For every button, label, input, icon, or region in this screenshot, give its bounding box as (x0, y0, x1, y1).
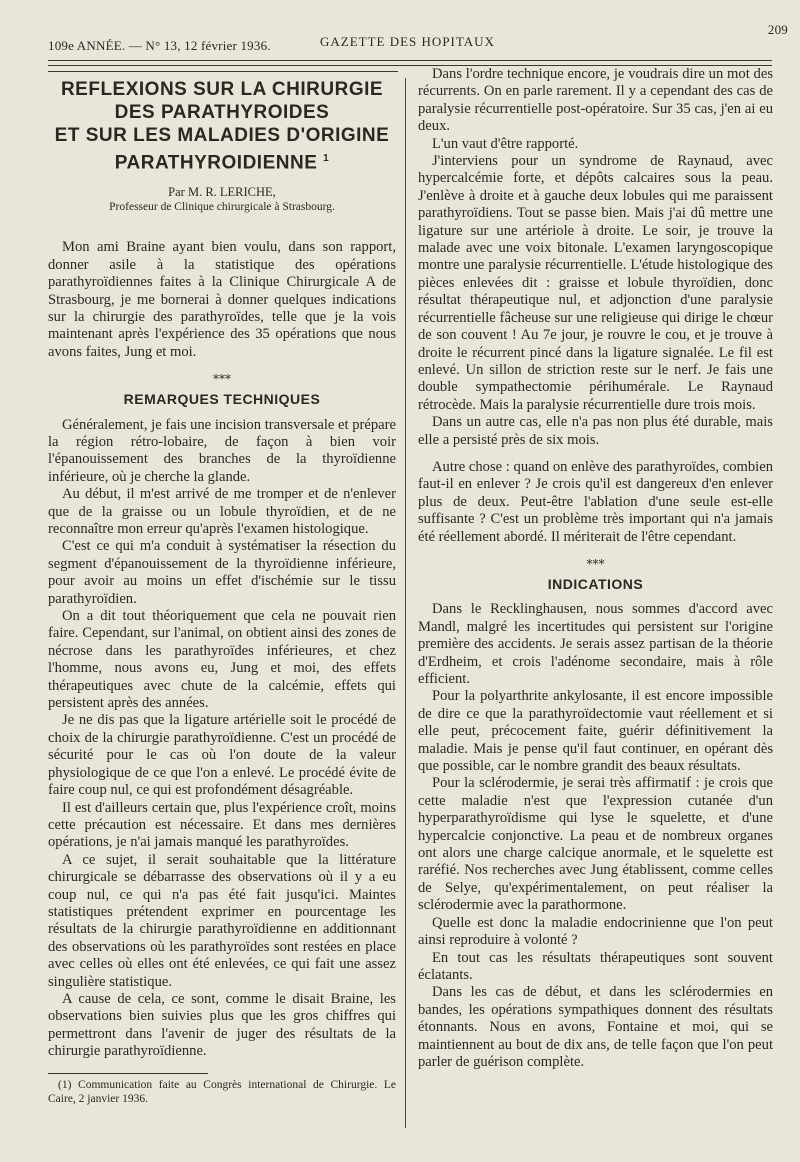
body-paragraph: Il est d'ailleurs certain que, plus l'expérience croît, moins cette précaution est nécessaire. Et dans mes dernières opérations, je n'ai jamais manqué les parathyroïdes. (48, 799, 396, 851)
body-paragraph: Pour la polyarthrite ankylosante, il est encore impossible de dire ce que la parathyroïdectomie vaut réellement et si elle peut, précocement faite, guérir définitivement la maladie. Mais je pense qu'il faut continuer, en opérant dès que possible, car le nombre grandit des beaux résultats. (418, 688, 773, 775)
paragraph-gap (418, 449, 773, 459)
body-paragraph: A cause de cela, ce sont, comme le disait Braine, les observations bien suivies plus que les gros chiffres qui permettront dans l'avenir de juger des résultats de la chirurgie parathyroïdienne. (48, 990, 396, 1060)
article-title (48, 78, 396, 174)
running-header (48, 22, 788, 56)
journal-name: GAZETTE DES HOPITAUX (320, 34, 495, 49)
left-column (48, 78, 396, 1106)
body-paragraph: J'interviens pour un syndrome de Raynaud, avec hypercalcémie forte, et dépôts calcaires sous la peau. J'enlève à droite et à gauche deux lobules qui me paraissent parathyroïdiens. Tout se passe bien. Mais j'ai dû mettre une ligature sur une artériole à droite. Le soir, je trouve la malade avec une voix bitonale. L'examen laryngoscopique montre une paralysie récurrentielle. L'étude histologique des pièces enlevées dit : graisse et lobule thyroïdien, donc résultat thérapeutique nul, et adjonction d'une paralysie récurrentielle fâcheuse sur une religieuse qui dirige le chœur de son couvent ! Au 7e jour, je rouvre le cou, et je trouve à droite le récurrent pincé dans la ligature signalée. Le fil est enlevé. Un sillon de striction reste sur le nerf. Je fais une double sympathectomie périhumérale. Le Raynaud rétrocède. Mais la paralysie récurrentielle dure trois mois. (418, 153, 773, 413)
section-heading: INDICATIONS (547, 575, 644, 592)
body-paragraph: Quelle est donc la maladie endocrinienne que l'on peut ainsi reproduire à volonté ? (418, 914, 773, 949)
section-heading: REMARQUES TECHNIQUES (123, 391, 321, 408)
column-divider (405, 78, 406, 1128)
issue-line: 109e ANNÉE. — N° 13, 12 février 1936. (48, 38, 271, 53)
separator-asterism: ⁎⁎⁎ (586, 552, 605, 567)
body-paragraph: C'est ce qui m'a conduit à systématiser la résection du segment d'épanouissement de la thyroïdienne inférieure, pour avoir au moins un effet d'ischémie sur le tissu parathyroïdien. (48, 538, 396, 607)
footnote-rule (48, 1073, 208, 1074)
column-rule-left (48, 71, 398, 72)
right-column (418, 66, 773, 1071)
body-paragraph: Autre chose : quand on enlève des parathyroïdes, combien faut-il en enlever ? Je crois qu'il est dangereux d'en enlever plus de deux. Peut-être l'ablation d'une seule est-elle suffisante ? C'est un problème très important qui n'a jamais été réellement abordé. Il mériterait de l'être cependant. (418, 458, 773, 545)
body-paragraph: Dans les cas de début, et dans les sclérodermies en bandes, les opérations sympathiques donnent des résultats étonnants. Nous en avons, Fontaine et moi, qui se maintiennent au bout de dix ans, de telle façon que l'on peut parler de guérison complète. (418, 984, 773, 1070)
footnote: (1) Communication faite au Congrès international de Chirurgie. Le Caire, 2 janvier 1936. (48, 1078, 396, 1105)
body-paragraph: Je ne dis pas que la ligature artérielle soit le procédé de choix de la chirurgie parathyroïdienne. C'est un procédé de sécurité pour le cas où l'on doute de la valeur physiologique de ce que l'on a enlevé. Le procédé évite de faire coup nul, ce qui est profondément désagréable. (48, 712, 396, 799)
title-footnote-mark: 1 (323, 153, 330, 164)
title-line: REFLEXIONS SUR LA CHIRURGIE (60, 79, 384, 100)
body-paragraph: Généralement, je fais une incision transversale et prépare la région rétro-lobaire, de façon à bien voir l'épanouissement des branches de la thyroïdienne inférieure, où je cherche la glande. (48, 416, 396, 485)
title-line: DES PARATHYROIDES (114, 102, 330, 123)
body-paragraph: Dans le Recklinghausen, nous sommes d'accord avec Mandl, malgré les incertitudes qui persistent sur l'origine première des accidents. Je serais assez partisan de la théorie d'Erdheim, et crois l'adénome secondaire, mais à rôle efficient. (418, 601, 773, 687)
title-line (48, 147, 396, 174)
page-number: 209 (767, 22, 788, 37)
body-paragraph: On a dit tout théoriquement que cela ne pouvait rien faire. Cependant, sur l'animal, on obtient ainsi des zones de nécrose dans les parathyroïdes inférieures, et chez l'homme, nous avons eu, Jung et moi, des effets thérapeutiques avec chute de la calcémie, effets qui persistent après des années. (48, 608, 396, 712)
body-paragraph: A ce sujet, il serait souhaitable que la littérature chirurgicale se débarrasse des observations où il y a eu coup nul, ce qui n'a pas été fait jusqu'ici. Maintes statistiques prétendent exprimer en pourcentage les résultats de la chirurgie parathyroïdienne en additionnant des observations où les parathyroïdes sont restées en place avec celles où elles ont été enlevées, ce qui fait une assez singulière statistique. (48, 851, 396, 990)
body-paragraph: Au début, il m'est arrivé de me tromper et de n'enlever que de la graisse ou un lobule thyroïdien, et de ne reconnaître mon erreur qu'après l'examen histologique. (48, 486, 396, 538)
separator-asterism: ⁎⁎⁎ (213, 368, 231, 383)
body-paragraph: Dans l'ordre technique encore, je voudrais dire un mot des récurrents. On en parle rarement. Il y a cependant des cas de paralysie récurrentielle post-opératoire. Sur 35 cas, j'en ai eu deux. (418, 66, 773, 135)
header-rule-top (48, 60, 772, 61)
byline: Par M. R. LERICHE, (168, 185, 276, 200)
title-line: ET SUR LES MALADIES D'ORIGINE (54, 125, 390, 146)
title-line-text: PARATHYROIDIENNE (114, 152, 318, 174)
intro-paragraph: Mon ami Braine ayant bien voulu, dans son rapport, donner asile à la statistique des opérations parathyroïdiennes faites à la Clinique Chirurgicale A de Strasbourg, je me bornerai à donner quelques indications sur la chirurgie des parathyroïdes, telle que je la vois maintenant après l'expérience des 35 opérations que nous avons faites, Jung et moi. (48, 239, 396, 360)
body-paragraph: Dans un autre cas, elle n'a pas non plus été durable, mais elle a persisté près de six mois. (418, 414, 773, 448)
body-paragraph: L'un vaut d'être rapporté. (432, 135, 579, 152)
body-paragraph: Pour la sclérodermie, je serai très affirmatif : je crois que cette maladie n'est que l'expression cutanée d'un hyperparathyroïdisme qui lyse le squelette, et d'une hypercalcie conjonctive. La peau et de nombreux organes ont alors une charge calcique anormale, et le squelette est raréfié. Nos recherches avec Jung établissent, comme celles de Selye, qu'expérimentalement, on peut réaliser la sclérodermie avec la parathormone. (418, 775, 773, 914)
body-paragraph: En tout cas les résultats thérapeutiques sont souvent éclatants. (418, 949, 773, 983)
author-affiliation: Professeur de Clinique chirurgicale à Strasbourg. (109, 201, 335, 214)
